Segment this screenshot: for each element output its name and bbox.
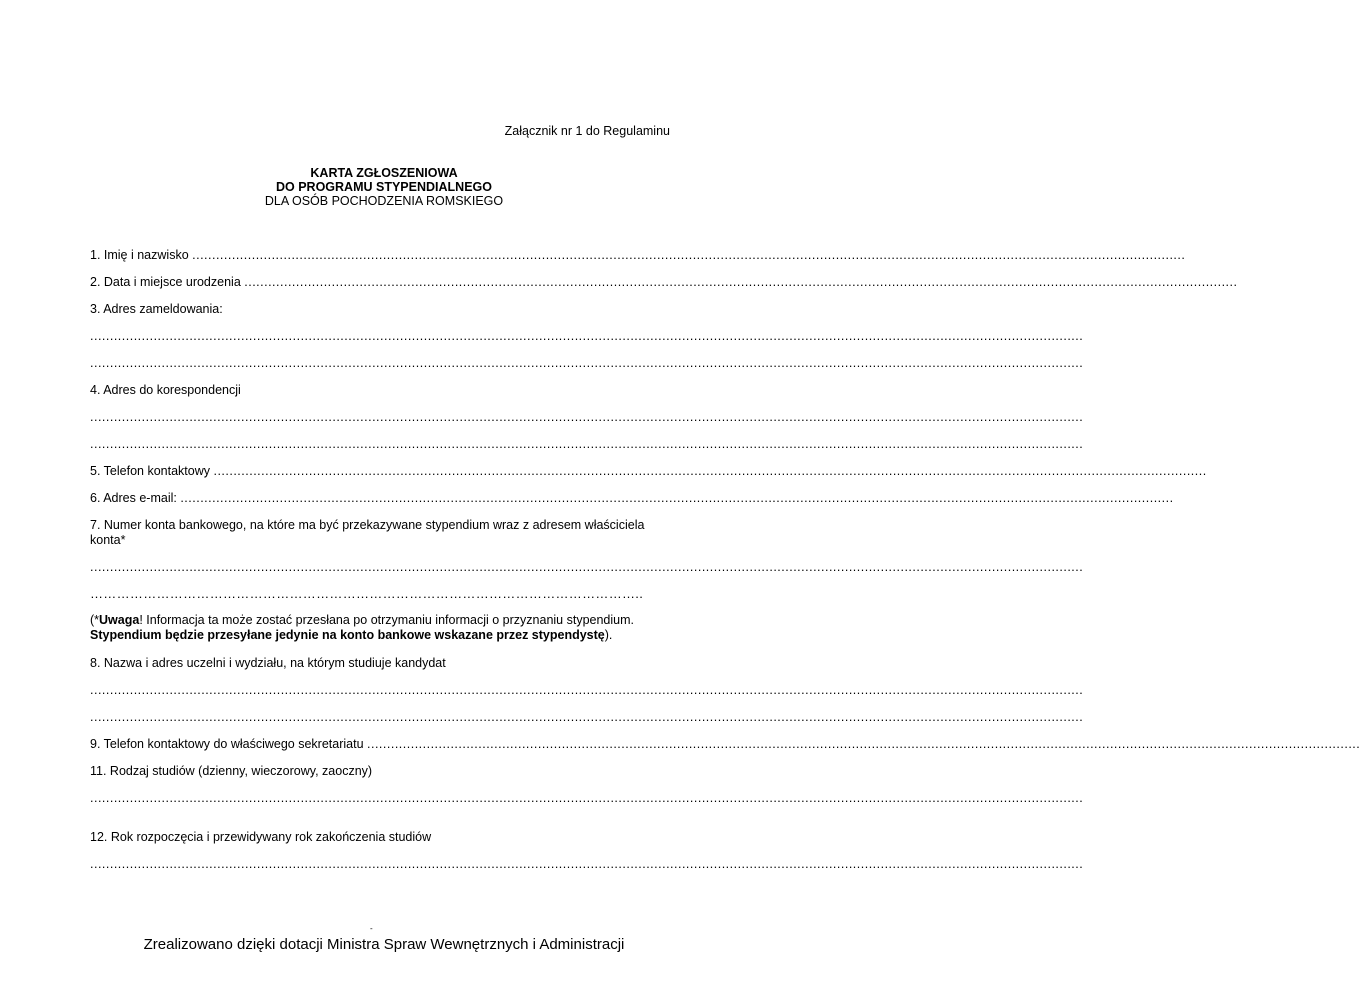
- registered-address-line-2[interactable]: ..........................................................................................................................................................................................................................................................: [90, 356, 1084, 370]
- correspondence-line-1[interactable]: ..........................................................................................................................................................................................................................................................: [90, 410, 1084, 424]
- field-birth[interactable]: 2. Data i miejsce urodzenia ..........................................................................................................................................................................................................................................................: [90, 275, 1238, 289]
- title-line-1: KARTA ZGŁOSZENIOWA: [310, 166, 458, 180]
- field-bank-account-label: 7. Numer konta bankowego, na które ma być przekazywane stypendium wraz z adresem właściciela konta*: [90, 518, 645, 547]
- field-correspondence-label: 4. Adres do korespondencji: [90, 383, 241, 397]
- annex-label: Załącznik nr 1 do Regulaminu: [504, 124, 670, 138]
- bank-account-line-2[interactable]: ……………………………………………………………………………………………………………..: [90, 586, 644, 601]
- note-bold-text: Stypendium będzie przesyłane jedynie na konto bankowe wskazane przez stypendystę: [90, 628, 605, 642]
- bank-account-line-1[interactable]: ..........................................................................................................................................................................................................................................................: [90, 560, 1084, 574]
- study-years-line[interactable]: ..........................................................................................................................................................................................................................................................: [90, 857, 1084, 871]
- field-university-label: 8. Nazwa i adres uczelni i wydziału, na którym studiuje kandydat: [90, 656, 446, 670]
- registered-address-line-1[interactable]: ..........................................................................................................................................................................................................................................................: [90, 329, 1084, 343]
- note-warning: Uwaga: [99, 613, 140, 627]
- field-phone[interactable]: 5. Telefon kontaktowy ..........................................................................................................................................................................................................................................................: [90, 464, 1207, 478]
- title-line-2: DO PROGRAMU STYPENDIALNEGO: [276, 180, 492, 194]
- correspondence-line-2[interactable]: ..........................................................................................................................................................................................................................................................: [90, 437, 1084, 451]
- field-secretariat-phone[interactable]: 9. Telefon kontaktowy do właściwego sekretariatu ..........................................................................................................................................................................................................................................................: [90, 737, 1360, 751]
- field-study-type-label: 11. Rodzaj studiów (dzienny, wieczorowy, zaoczny): [90, 764, 373, 778]
- footer-text: Zrealizowano dzięki dotacji Ministra Spraw Wewnętrznych i Administracji: [143, 936, 625, 953]
- university-line-2[interactable]: ..........................................................................................................................................................................................................................................................: [90, 710, 1084, 724]
- title-line-3: DLA OSÓB POCHODZENIA ROMSKIEGO: [264, 194, 504, 208]
- footer-mark: -: [370, 924, 373, 933]
- field-email[interactable]: 6. Adres e-mail: ..........................................................................................................................................................................................................................................................: [90, 491, 1174, 505]
- study-type-line[interactable]: ..........................................................................................................................................................................................................................................................: [90, 791, 1084, 805]
- field-name[interactable]: 1. Imię i nazwisko ..........................................................................................................................................................................................................................................................: [90, 248, 1186, 262]
- field-registered-address-label: 3. Adres zameldowania:: [90, 302, 223, 316]
- form-title: [0, 166, 768, 208]
- field-study-years-label: 12. Rok rozpoczęcia i przewidywany rok zakończenia studiów: [90, 830, 432, 844]
- university-line-1[interactable]: ..........................................................................................................................................................................................................................................................: [90, 683, 1084, 697]
- note-block: (*Uwaga! Informacja ta może zostać przesłana po otrzymaniu informacji o przyznaniu stypendium. Stypendium będzie przesyłane jedynie na konto bankowe wskazane przez stypendystę).: [90, 613, 634, 642]
